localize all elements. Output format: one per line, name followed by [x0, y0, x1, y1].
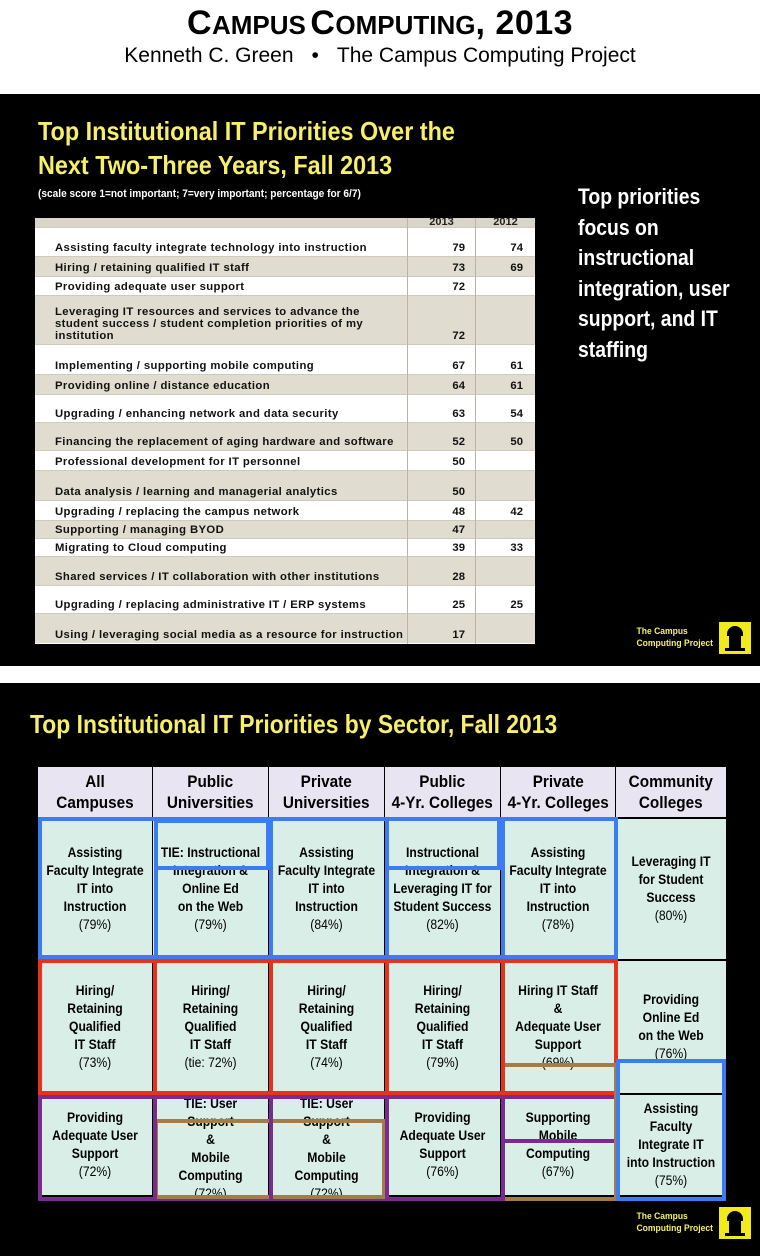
priority-text: Hiring/	[307, 983, 346, 998]
priority-label: Upgrading / replacing administrative IT / ERP systems	[55, 599, 367, 611]
priority-text: Support	[303, 1114, 350, 1129]
table-row	[35, 556, 535, 585]
value-2012: 74	[510, 242, 523, 254]
header-line: Universities	[167, 793, 254, 812]
priority-text: Faculty Integrate	[277, 863, 376, 878]
table-row	[35, 520, 535, 538]
priority-text: &	[206, 1132, 215, 1147]
priority-percent: (73%)	[78, 1055, 112, 1070]
priorities-table	[35, 218, 535, 644]
priority-text: Student Success	[393, 899, 492, 914]
table-row	[35, 470, 535, 500]
priority-text: Faculty Integrate	[46, 863, 144, 878]
priority-percent: (79%)	[78, 917, 112, 932]
campus-computing-logo	[628, 622, 751, 654]
priority-percent: (72%)	[194, 1186, 227, 1201]
table-row	[35, 613, 535, 643]
header-line: 4-Yr. Colleges	[391, 793, 494, 812]
logo-text-line: The Campus	[636, 626, 688, 637]
priority-cell	[269, 961, 384, 1093]
priority-text: Hiring/	[423, 983, 462, 998]
project-name: The Campus Computing Project	[336, 44, 636, 67]
header-line: Campuses	[56, 793, 134, 812]
priority-label: Assisting faculty integrate technology into instruction	[55, 242, 367, 254]
table-row	[35, 500, 535, 520]
table-row	[35, 585, 535, 613]
priority-cell	[385, 1095, 500, 1195]
table-row	[35, 344, 535, 374]
value-2013: 48	[452, 506, 465, 518]
priority-text: Assisting	[67, 845, 123, 860]
sector-header	[269, 767, 384, 817]
priority-text: for Student	[638, 872, 704, 887]
priority-text: Leveraging IT	[631, 854, 711, 869]
priority-cell	[616, 961, 726, 1093]
slide1-title: Top Institutional IT Priorities Over the Next Two-Three Years, Fall 2013	[38, 116, 455, 180]
header-line: Colleges	[639, 793, 703, 812]
priority-label: Data analysis / learning and managerial analytics	[55, 486, 338, 498]
page-subtitle	[0, 44, 760, 68]
priority-text: Providing	[642, 992, 700, 1007]
slide-it-priorities-table	[0, 94, 760, 666]
value-2013: 28	[452, 571, 465, 583]
table-row	[35, 227, 535, 256]
table-row	[35, 450, 535, 470]
priority-text: Support	[187, 1114, 234, 1129]
priority-text: Computing	[294, 1168, 359, 1183]
priority-cell	[269, 819, 384, 959]
priority-text: Faculty	[649, 1119, 693, 1134]
priority-text: Supporting	[525, 1110, 591, 1125]
priority-text: IT into	[539, 881, 577, 896]
slide-priorities-by-sector	[0, 683, 760, 1256]
priority-percent: (76%)	[426, 1164, 459, 1179]
priority-percent: (80%)	[654, 908, 688, 923]
title-word: AMPUS	[212, 10, 306, 40]
value-2012: 61	[510, 380, 523, 392]
value-2013: 25	[452, 599, 465, 611]
header-line: 4-Yr. Colleges	[507, 793, 609, 812]
value-2013: 50	[452, 456, 465, 468]
logo-text-line: The Campus	[636, 1211, 688, 1222]
sector-header	[501, 767, 615, 817]
priority-cell	[385, 961, 500, 1093]
priority-text: on the Web	[638, 1028, 704, 1043]
logo-text-line: Computing Project	[636, 638, 713, 649]
summary-note: Top priorities focus on instructional integration, user support, and IT staffing	[578, 184, 730, 362]
priority-percent: (75%)	[654, 1173, 688, 1188]
priority-text: Qualified	[184, 1019, 237, 1034]
header-line: All	[85, 772, 105, 791]
value-2013: 47	[452, 524, 465, 536]
priority-text: Adequate User	[399, 1128, 486, 1143]
author-name: Kenneth C. Green	[124, 44, 294, 67]
priority-text: IT Staff	[189, 1037, 232, 1052]
priority-text: Mobile	[307, 1150, 346, 1165]
priority-text: Qualified	[416, 1019, 469, 1034]
priority-text: Support	[534, 1037, 582, 1052]
priority-label: Upgrading / enhancing network and data security	[55, 408, 339, 420]
priority-text: Integration &	[173, 863, 248, 878]
priority-label: Leveraging IT resources and services to advance the student success / student completion priorities of my institution	[55, 306, 364, 342]
priority-text: IT into	[308, 881, 345, 896]
priority-label: Professional development for IT personnel	[55, 456, 301, 468]
priority-percent: (82%)	[426, 917, 459, 932]
priority-percent: (79%)	[426, 1055, 459, 1070]
title-word: OMPUTING	[335, 10, 476, 40]
value-2013: 67	[452, 360, 465, 372]
value-2012: 42	[510, 506, 523, 518]
priority-percent: (84%)	[310, 917, 343, 932]
column-divider	[407, 218, 408, 644]
priority-text: Hiring IT Staff	[518, 983, 598, 998]
column-header-2012: 2012	[476, 218, 535, 227]
priority-text: Assisting	[299, 845, 354, 860]
priority-text: Qualified	[300, 1019, 353, 1034]
priority-text: Leveraging IT for	[393, 881, 492, 896]
priority-text: Integration &	[405, 863, 480, 878]
priority-label: Using / leveraging social media as a resource for instruction	[55, 629, 404, 641]
priority-text: Instruction	[295, 899, 358, 914]
priority-label: Financing the replacement of aging hardware and software	[55, 436, 394, 448]
priority-text: Retaining	[298, 1001, 355, 1016]
sector-header	[616, 767, 726, 817]
priority-text: Adequate User	[52, 1128, 138, 1143]
priority-text: Providing	[66, 1110, 124, 1125]
priority-text: Assisting	[530, 845, 586, 860]
value-2012: 61	[510, 360, 523, 372]
priority-percent: (72%)	[310, 1186, 343, 1201]
value-2013: 52	[452, 436, 465, 448]
table-row	[35, 394, 535, 422]
sector-header	[38, 767, 152, 817]
page-title	[0, 4, 760, 43]
value-2013: 72	[452, 281, 465, 293]
priority-cell	[38, 961, 152, 1093]
priority-label: Hiring / retaining qualified IT staff	[55, 262, 250, 274]
priority-label: Supporting / managing BYOD	[55, 524, 225, 536]
priority-text: Mobile	[538, 1128, 578, 1143]
value-2012: 33	[510, 542, 523, 554]
priority-text: Retaining	[182, 1001, 239, 1016]
value-2013: 79	[452, 242, 465, 254]
header-line: Private	[532, 772, 584, 791]
priority-percent: (79%)	[194, 917, 227, 932]
priority-text: Instructional	[406, 845, 479, 860]
value-2013: 50	[452, 486, 465, 498]
header-line: Public	[419, 772, 466, 791]
priority-cell	[616, 1095, 726, 1195]
table-row	[35, 374, 535, 394]
value-2013: 72	[452, 330, 465, 342]
table-row	[35, 276, 535, 295]
scale-note: (scale score 1=not important; 7=very important; percentage for 6/7)	[38, 188, 361, 200]
priority-percent: (76%)	[654, 1046, 688, 1061]
header-line: Public	[187, 772, 234, 791]
value-2013: 73	[452, 262, 465, 274]
priority-text: Online Ed	[642, 1010, 700, 1025]
priority-text: Mobile	[191, 1150, 230, 1165]
priority-percent: (tie: 72%)	[184, 1055, 237, 1070]
pillar-logo-icon	[719, 622, 751, 654]
priority-text: TIE: User	[299, 1096, 354, 1111]
priority-text: Computing	[525, 1146, 591, 1161]
pillar-logo-icon	[719, 1207, 751, 1239]
sector-header	[153, 767, 268, 817]
sector-priorities-grid	[38, 767, 726, 1201]
priority-percent: (69%)	[541, 1055, 575, 1070]
value-2012: 69	[510, 262, 523, 274]
priority-text: on the Web	[177, 899, 244, 914]
table-row	[35, 295, 535, 344]
priority-text: IT Staff	[421, 1037, 464, 1052]
column-divider	[475, 218, 476, 644]
priority-text: IT Staff	[305, 1037, 348, 1052]
priority-text: Retaining	[67, 1001, 123, 1016]
priority-text: Support	[419, 1146, 466, 1161]
priority-text: Assisting	[643, 1101, 699, 1116]
header-line: Community	[628, 772, 714, 791]
priority-text: &	[322, 1132, 331, 1147]
priority-text: Faculty Integrate	[509, 863, 607, 878]
header-line: Universities	[283, 793, 370, 812]
priority-text: TIE: Instructional	[160, 845, 261, 860]
value-2013: 17	[452, 629, 465, 641]
priority-cell	[38, 819, 152, 959]
value-2013: 64	[452, 380, 465, 392]
priority-cell	[153, 961, 268, 1093]
table-row	[35, 256, 535, 276]
title-year: , 2013	[475, 4, 574, 42]
priority-percent: (67%)	[541, 1164, 575, 1179]
title-letter: C	[310, 4, 336, 42]
priority-percent: (78%)	[541, 917, 575, 932]
priority-text: IT into	[76, 881, 114, 896]
priority-cell	[385, 819, 500, 959]
priority-cell	[269, 1095, 384, 1201]
priority-text: Hiring/	[191, 983, 230, 998]
priority-text: Support	[71, 1146, 119, 1161]
column-header-2013: 2013	[408, 218, 475, 227]
priority-text: Instruction	[63, 899, 127, 914]
priority-label: Shared services / IT collaboration with other institutions	[55, 571, 380, 583]
table-row	[35, 538, 535, 556]
priority-text: Retaining	[414, 1001, 471, 1016]
table-header-blank	[35, 218, 407, 227]
priority-label: Upgrading / replacing the campus network	[55, 506, 300, 518]
priority-cell	[616, 819, 726, 959]
sector-header	[385, 767, 500, 817]
campus-computing-logo	[628, 1207, 751, 1239]
bullet-separator: •	[311, 44, 319, 67]
priority-cell	[501, 819, 615, 959]
priority-text: Online Ed	[182, 881, 239, 896]
priority-percent: (72%)	[78, 1164, 112, 1179]
priority-label: Providing adequate user support	[55, 281, 245, 293]
value-2013: 39	[452, 542, 465, 554]
priority-text: Hiring/	[75, 983, 115, 998]
priority-label: Migrating to Cloud computing	[55, 542, 227, 554]
table-row	[35, 422, 535, 450]
priority-text: Integrate IT	[638, 1137, 704, 1152]
priority-cell	[38, 1095, 152, 1195]
priority-label: Implementing / supporting mobile computing	[55, 360, 315, 372]
value-2013: 63	[452, 408, 465, 420]
priority-cell	[501, 1095, 615, 1195]
priority-text: IT Staff	[74, 1037, 116, 1052]
value-2012: 50	[510, 436, 523, 448]
header-line: Private	[300, 772, 353, 791]
priority-text: into Instruction	[626, 1155, 716, 1170]
priority-text: &	[553, 1001, 563, 1016]
slide2-title: Top Institutional IT Priorities by Sector, Fall 2013	[30, 709, 558, 739]
priority-text: Instruction	[526, 899, 590, 914]
priority-text: Providing	[414, 1110, 471, 1125]
priority-text: Qualified	[68, 1019, 121, 1034]
value-2012: 54	[510, 408, 523, 420]
priority-text: Adequate User	[515, 1019, 601, 1034]
priority-text: Computing	[178, 1168, 243, 1183]
logo-text-line: Computing Project	[636, 1223, 713, 1234]
priority-text: TIE: User	[183, 1096, 238, 1111]
priority-label: Providing online / distance education	[55, 380, 271, 392]
priority-text: Success	[646, 890, 696, 905]
priority-cell	[153, 1095, 268, 1201]
value-2012: 25	[510, 599, 523, 611]
priority-percent: (74%)	[310, 1055, 343, 1070]
title-letter: C	[186, 4, 212, 42]
priority-cell	[153, 819, 268, 959]
priority-cell	[501, 961, 615, 1093]
